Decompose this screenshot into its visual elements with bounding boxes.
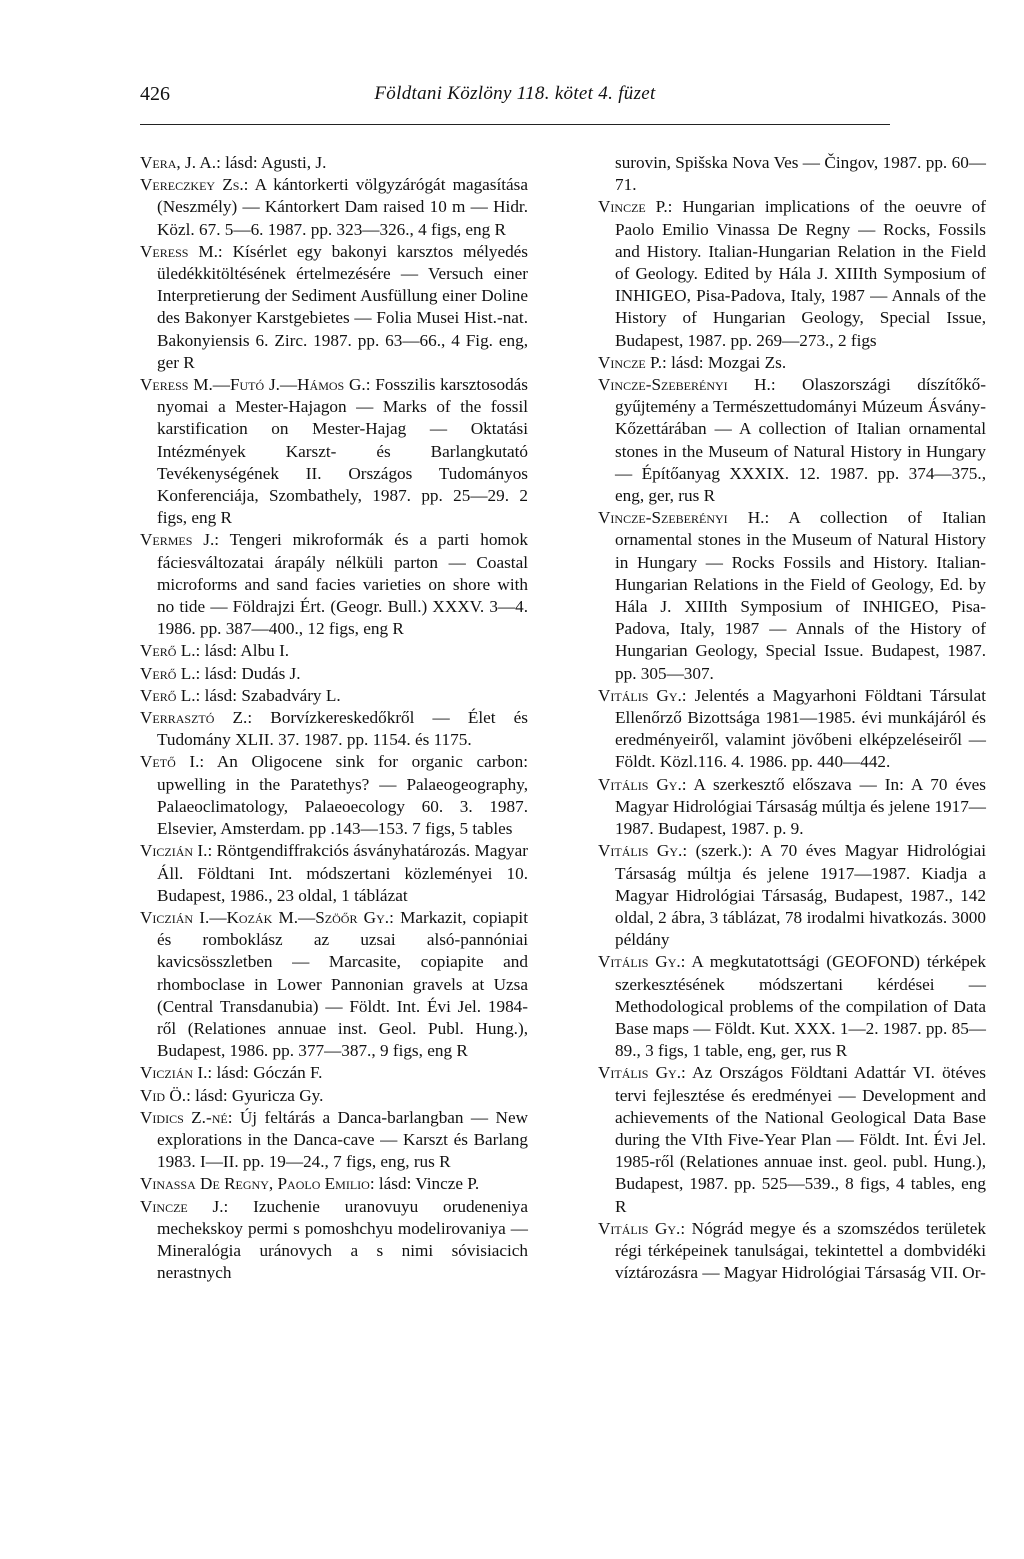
author-name: Vitális Gy. <box>598 1218 681 1238</box>
entry-text: : Tengeri mikroformák és a parti homok fáciesváltozatai árapály nélküli parton — Coastal microforms and sand facies varieties on shore with no tide — Földrajzi Ért. (Geogr. Bull.) XXXV. 3—4. 1986. pp. 387—400., 12 figs, eng R <box>157 530 528 639</box>
bibliography-entry <box>140 707 528 751</box>
bibliography-entry <box>598 685 986 774</box>
entry-text: : Új feltárás a Danca-barlangban — New explorations in the Danca-cave — Karszt és Barlang 1983. I—II. pp. 19—24., 7 figs, eng, rus R <box>157 1107 528 1172</box>
bibliography-entry <box>140 241 528 374</box>
entry-text: : Röntgendiffrakciós ásványhatározás. Magyar Áll. Földtani Int. módszertani közleményei 10. Budapest, 1986., 23 oldal, 1 táblázat <box>157 841 528 905</box>
author-name: Vereczkey Zs. <box>140 175 244 195</box>
bibliography-entry <box>598 774 986 841</box>
running-title: Földtani Közlöny 118. kötet 4. füzet <box>374 83 656 104</box>
entry-text: : Jelentés a Magyarhoni Földtani Társulat Ellenőrző Bizottsága 1981—1985. évi munkájáról és eredményeiről, valamint jövőbeni elképzeléseiről — Földt. Közl.116. 4. 1986. pp. 440—442. <box>615 685 986 772</box>
entry-text: : Markazit, copiapit és romboklász az uzsai alsó-pannóniai kavicsösszletben — Marcasite, copiapite and rhomboclase in Lower Pannonian gravels at Uzsa (Central Transdanubia) — Földt. Int. Évi Jel. 1984-ről (Relationes annuae inst. Geol. Publ. Hung.), Budapest, 1986. pp. 377—387., 9 figs, eng R <box>157 907 528 1061</box>
author-name: Vitális Gy. <box>598 841 683 861</box>
bibliography-entry <box>598 507 986 685</box>
author-name: Verő L. <box>140 641 196 661</box>
author-name: Vid Ö. <box>140 1085 187 1105</box>
bibliography-entry <box>140 1173 528 1195</box>
bibliography-entry <box>140 751 528 840</box>
author-name: Verrasztó Z. <box>140 708 248 728</box>
entry-text: : lásd: Dudás J. <box>195 663 301 683</box>
author-name: Viczián I. <box>140 841 208 861</box>
bibliography-entry <box>598 1218 986 1285</box>
bibliography-entry <box>598 840 986 951</box>
entry-text: : Kísérlet egy bakonyi karsztos mélyedés üledékkitöltésének értelmezésére — Versuch einer Interpretierung der Sediment Ausfüllung einer Doline des Bakonyer Karstgebietes — Folia Musei Hist.-nat. Bakonyiensis 6. Zirc. 1987. pp. 63—66., 4 Fig. eng, ger R <box>157 241 528 372</box>
bibliography-entry <box>598 374 986 507</box>
entry-text: : A szerkesztő előszava — In: A 70 éves Magyar Hidrológiai Társaság múltja és jelene 1917—1987. Budapest, 1987. p. 9. <box>615 774 986 839</box>
entry-text: : lásd: Gyuricza Gy. <box>186 1085 324 1105</box>
entry-text: : A collection of Italian ornamental stones in the Museum of Natural History in Hungary — Rocks Fossils and History. Italian-Hungarian Relations in the Field of Geology, Ed. by Hála J. XIIIth Symposium of INHIGEO, Pisa-Padova, Italy, 1987 — Annals of the History of Hungarian Geology, Special Issue. Budapest, 1987. pp. 305—307. <box>615 508 986 683</box>
bibliography-entry <box>598 152 986 196</box>
author-name: Vincze-Szeberényi H. <box>598 508 765 528</box>
entry-text: : A kántorkerti völgyzárógát magasítása (Neszmély) — Kántorkert Dam raised 10 m — Hidr. Közl. 67. 5—6. 1987. pp. 323—326., 4 figs, eng R <box>157 175 528 239</box>
bibliography-entry <box>140 374 528 529</box>
entry-text: surovin, Spišska Nova Ves — Čingov, 1987. pp. 60—71. <box>615 153 986 195</box>
author-name: Veress M. <box>140 241 218 261</box>
bibliography-entry <box>598 951 986 1062</box>
entry-text: : (szerk.): A 70 éves Magyar Hidrológiai Társaság múltja és jelene 1917—1987. Kiadja a Magyar Hidrológiai Társaság, Budapest, 1987., 142 oldal, 2 ábra, 3 táblázat, 78 irodalmi hivatkozás. 3000 példány <box>615 841 986 950</box>
entry-text: : lásd: Vincze P. <box>369 1174 480 1194</box>
entry-text: : A megkutatottsági (GEOFOND) térképek szerkesztésének módszertani kérdései — Methodological problems of the compilation of Data Base maps — Földt. Kut. XXX. 1—2. 1987. pp. 85—89., 3 figs, 1 table, eng, ger, rus R <box>615 952 987 1061</box>
bibliography-entry <box>140 640 528 662</box>
entry-text: : Izuchenie uranovuyu orudeneniya mechekskoy permi s pomoshchyu modelirovaniya — Mineralógia uránovych a s nimi sóvisiacich nerastnych <box>157 1196 528 1283</box>
page-header <box>140 83 890 113</box>
bibliography-entry <box>598 352 986 374</box>
author-name: Verő L. <box>140 685 196 705</box>
author-name: Vitális Gy. <box>598 1063 681 1083</box>
author-name: Veress M.—Futó J.—Hámos G. <box>140 375 366 395</box>
entry-text: : Borvízkereskedőkről — Élet és Tudomány XLII. 37. 1987. pp. 1154. és 1175. <box>157 708 528 750</box>
author-name: Vincze-Szeberényi H. <box>598 375 771 395</box>
author-name: Vető I. <box>140 752 200 772</box>
author-name: Vincze P. <box>598 352 662 372</box>
bibliography-entry <box>140 529 528 640</box>
bibliography-entry <box>140 174 528 241</box>
author-name: Vinassa De Regny, Paolo Emilio <box>140 1174 370 1194</box>
author-name: Vitális Gy. <box>598 952 681 972</box>
entry-text: : An Oligocene sink for organic carbon: upwelling in the Paratethys? — Palaeogeography, Palaeoclimatology, Palaeoecology 60. 3. 1987. Elsevier, Amsterdam. pp .143—153. 7 figs, 5 tables <box>157 752 528 839</box>
author-name: Vermes J. <box>140 530 215 550</box>
entry-text: : Nógrád megye és a szomszédos területek régi térképeinek tanulságai, tekintettel a dombvidéki víztározásra — Magyar Hidrológiai Társaság VII. Or- <box>615 1218 986 1283</box>
entry-text: : lásd: Szabadváry L. <box>195 685 341 705</box>
bibliography-entry <box>140 663 528 685</box>
author-name: Vitális Gy. <box>598 685 682 705</box>
bibliography-entry <box>140 1107 528 1174</box>
left-column <box>140 152 528 1284</box>
author-name: Vitális Gy. <box>598 774 682 794</box>
bibliography-entry <box>140 1085 528 1107</box>
bibliography-entry <box>140 152 528 174</box>
bibliography-entry <box>140 907 528 1062</box>
author-name: Vera, J. A. <box>140 153 217 172</box>
entry-text: : lásd: Mozgai Zs. <box>662 352 787 372</box>
page-number: 426 <box>140 83 170 105</box>
entry-text: : lásd: Agusti, J. <box>216 153 327 172</box>
author-name: Viczián I. <box>140 1063 208 1083</box>
bibliography-entry <box>140 840 528 907</box>
entry-text: : lásd: Góczán F. <box>207 1063 323 1083</box>
bibliography-entry <box>598 1062 986 1217</box>
right-column <box>598 152 986 1284</box>
author-name: Verő L. <box>140 663 196 683</box>
bibliography-entry <box>140 685 528 707</box>
author-name: Vincze P. <box>598 197 668 217</box>
header-rule <box>140 124 890 125</box>
bibliography-entry <box>140 1196 528 1285</box>
entry-text: : Fosszilis karsztosodás nyomai a Mester-Hajagon — Marks of the fossil karstification on Mester-Hajag — Oktatási Intézmények Karszt- és Barlangkutató Tevékenységének II. Országos Tudományos Konferenciája, Szombathely, 1987. pp. 25—29. 2 figs, eng R <box>157 375 528 528</box>
author-name: Vidics Z.-né <box>140 1107 228 1127</box>
author-name: Viczián I.—Kozák M.—Szöőr Gy. <box>140 907 390 927</box>
entry-text: : Az Országos Földtani Adattár VI. ötéves tervi fejlesztése és eredményei — Development and achievements of the National Geological Data Base during the VIth Five-Year Plan — Földt. Int. Évi Jel. 1985-ről (Relationes annuae inst. geol. publ. Hung.), Budapest, 1987. pp. 525—539., 8 figs, 4 tables, eng R <box>615 1063 986 1216</box>
entry-text: : lásd: Albu I. <box>195 641 290 661</box>
author-name: Vincze J. <box>140 1196 224 1216</box>
entry-text: : Hungarian implications of the oeuvre of Paolo Emilio Vinassa De Regny — Rocks, Fossils and History. Italian-Hungarian Relation in the Field of Geology. Edited by Hála J. XIIIth Symposium of INHIGEO, Pisa-Padova, Italy, 1987 — Annals of the History of Hungarian Geology, Special Issue, Budapest, 1987. pp. 269—273., 2 figs <box>615 197 986 350</box>
entry-text: : Olaszországi díszítőkő-gyűjtemény a Természettudományi Múzeum Ásvány-Kőzettárában — A collection of Italian ornamental stones in the Museum of Natural History in Hungary — Építőanyag XXXIX. 12. 1987. pp. 374—375., eng, ger, rus R <box>615 375 986 506</box>
bibliography-entry <box>598 196 986 351</box>
bibliography-entry <box>140 1062 528 1084</box>
